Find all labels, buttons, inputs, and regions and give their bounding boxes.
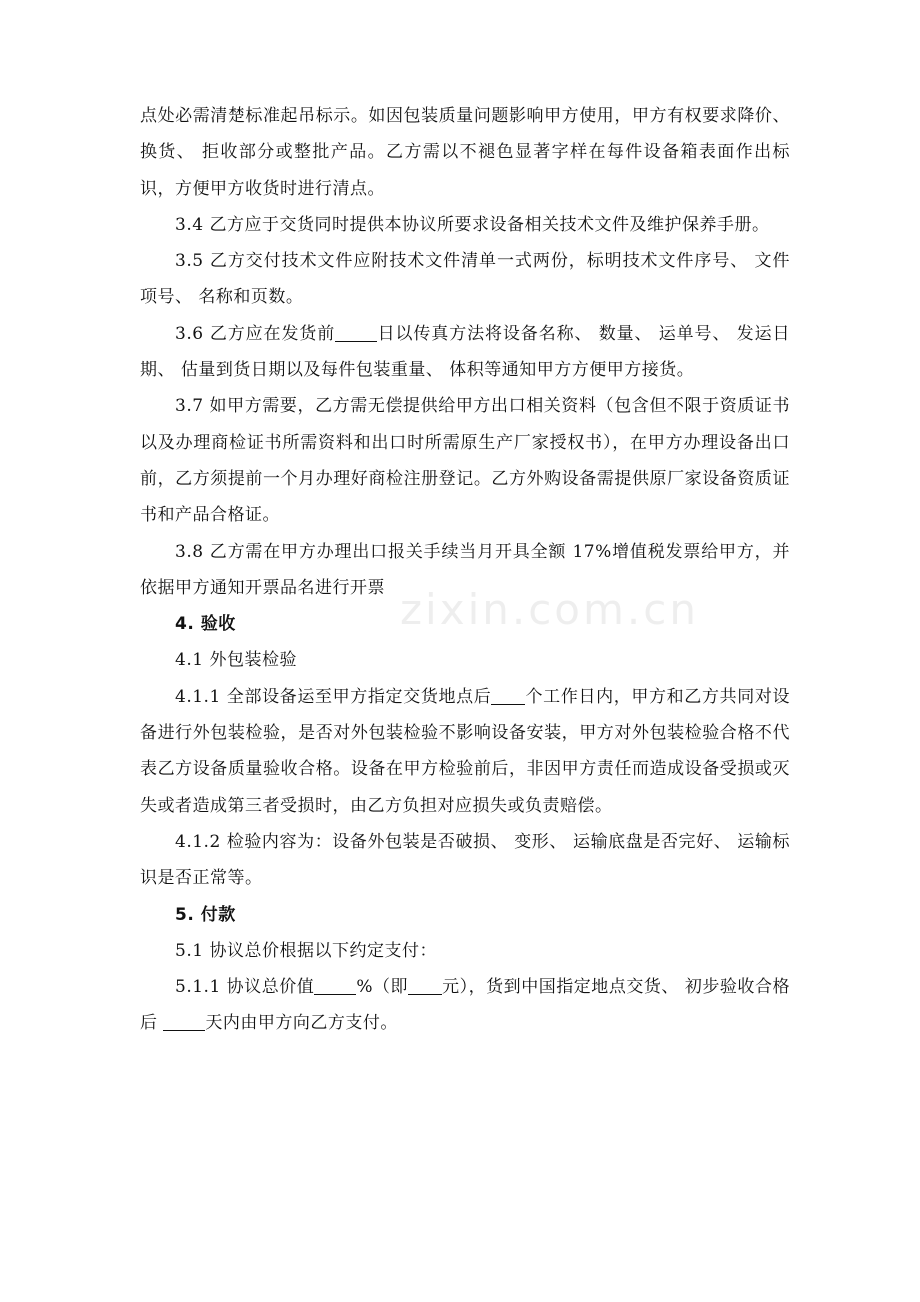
paragraph-4-1: 4.1 外包装检验 (175, 650, 297, 671)
paragraph-3-7: 3.7 如甲方需要，乙方需无偿提供给甲方出口相关资料（包含但不限于资质证书以及办理商检证书所需资料和出口时所需原生产厂家授权书），在甲方办理设备出口前，乙方须提前一个月办理好商检注册登记。乙方外购设备需提供原厂家设备资质证书和产品合格证。 (140, 396, 790, 526)
blank-working-days (491, 687, 525, 705)
paragraph-5-1-1-text-a: 5.1.1 协议总价值 (175, 977, 315, 998)
blank-percentage (314, 977, 356, 995)
blank-payment-days (163, 1013, 205, 1031)
paragraph-4-1-1 (140, 679, 790, 824)
paragraph-3-6-text-start: 3.6 乙方应在发货前 (175, 323, 336, 344)
document-body (140, 98, 790, 1042)
paragraph-4-1-2: 4.1.2 检验内容为：设备外包装是否破损、 变形、 运输底盘是否完好、 运输标识是否正常等。 (140, 831, 790, 889)
paragraph-5-1-1-text-d: 天内由甲方向乙方支付。 (205, 1013, 398, 1034)
blank-amount (408, 977, 442, 995)
blank-days-before-shipment (335, 324, 377, 342)
watermark: zixin.com.cn (400, 585, 699, 634)
paragraph-4-1-1-text-end: 个工作日内，甲方和乙方共同对设备进行外包装检验，是否对外包装检验不影响设备安装，甲方对外包装检验合格不代表乙方设备质量验收合格。设备在甲方检验前后，非因甲方责任而造成设备受损或灭失或者造成第三者受损时，由乙方负担对应损失或负责赔偿。 (140, 686, 791, 816)
paragraph-5-1-1-text-c: 元），货到中国指定地点交货、 初步验收合格后 (140, 977, 790, 1034)
paragraph-packaging-marks: 点处必需清楚标准起吊标示。如因包装质量问题影响甲方使用，甲方有权要求降价、 换货、 拒收部分或整批产品。乙方需以不褪色显著字样在每件设备箱表面作出标识，方便甲方收货时进行清点。 (140, 106, 790, 199)
paragraph-3-8: 3.8 乙方需在甲方办理出口报关手续当月开具全额 17%增值税发票给甲方，并依据甲方通知开票品名进行开票 (140, 541, 790, 598)
paragraph-3-6 (140, 316, 790, 389)
paragraph-4-1-1-text-start: 4.1.1 全部设备运至甲方指定交货地点后 (175, 686, 492, 707)
paragraph-5-1: 5.1 协议总价根据以下约定支付： (175, 940, 437, 961)
paragraph-5-1-1-text-b: %（即 (356, 977, 409, 998)
section-heading-acceptance: 4. 验收 (175, 614, 236, 635)
section-heading-payment: 5. 付款 (175, 904, 236, 925)
paragraph-3-5: 3.5 乙方交付技术文件应附技术文件清单一式两份，标明技术文件序号、 文件项号、 名称和页数。 (140, 251, 790, 308)
paragraph-5-1-1 (140, 969, 790, 1042)
paragraph-3-4: 3.4 乙方应于交货同时提供本协议所要求设备相关技术文件及维护保养手册。 (175, 214, 770, 235)
paragraph-3-6-text-end: 日以传真方法将设备名称、 数量、 运单号、 发运日期、 估量到货日期以及每件包装重量、 体积等通知甲方方便甲方接货。 (140, 323, 790, 381)
